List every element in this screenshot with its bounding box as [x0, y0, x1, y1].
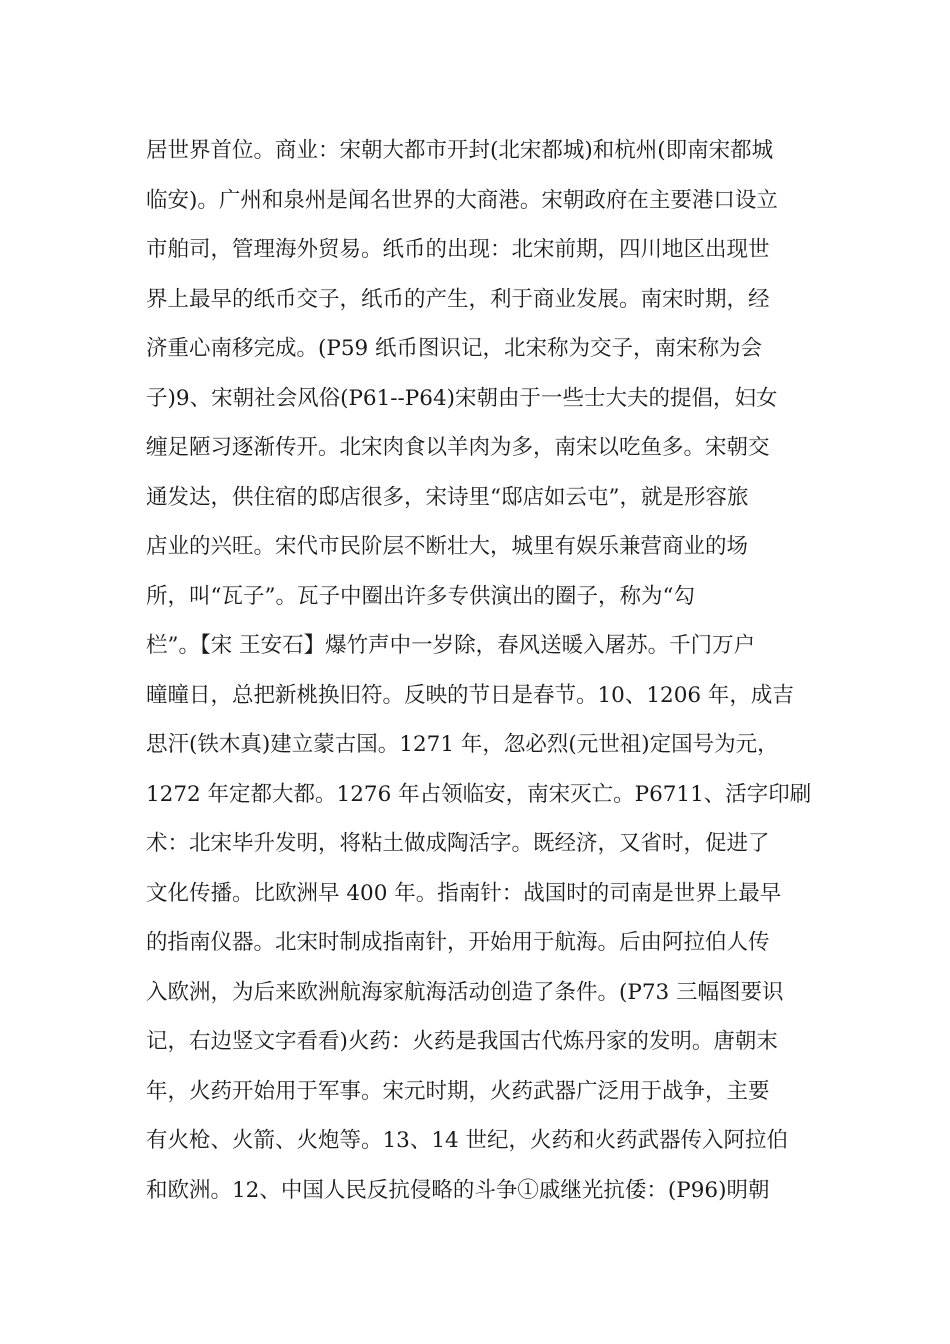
- body-text: [146, 131, 810, 1220]
- text-line: 记，右边竖文字看看)火药：火药是我国古代炼丹家的发明。唐朝末: [146, 1029, 778, 1054]
- text-line: 界上最早的纸币交子，纸币的产生，利于商业发展。南宋时期，经: [146, 286, 770, 312]
- text-line: 思汗(铁木真)建立蒙古国。1271 年，忽必烈(元世祖)定国号为元，: [146, 732, 779, 757]
- text-line: 子)9、宋朝社会风俗(P61--P64)宋朝由于一些士大夫的提倡，妇女: [146, 385, 778, 411]
- text-line: 缠足陋习逐渐传开。北宋肉食以羊肉为多，南宋以吃鱼多。宋朝交: [146, 435, 770, 460]
- text-line: 文化传播。比欧洲早 400 年。指南针：战国时的司南是世界上最早: [146, 880, 782, 906]
- text-line: 入欧洲，为后来欧洲航海家航海活动创造了条件。(P73 三幅图要识: [146, 979, 784, 1005]
- text-line: 所，叫“瓦子”。瓦子中圈出许多专供演出的圈子，称为“勾: [146, 583, 695, 609]
- text-line: 临安)。广州和泉州是闻名世界的大商港。宋朝政府在主要港口设立: [146, 187, 778, 213]
- text-line: 年，火药开始用于军事。宋元时期，火药武器广泛用于战争，主要: [146, 1078, 770, 1104]
- text-line: 1272 年定都大都。1276 年占领临安，南宋灭亡。P6711、活字印刷: [146, 781, 812, 807]
- text-line: 术：北宋毕升发明，将粘土做成陶活字。既经济，又省时，促进了: [146, 831, 770, 856]
- text-line: 市舶司，管理海外贸易。纸币的出现：北宋前期，四川地区出现世: [146, 237, 770, 262]
- text-line: 的指南仪器。北宋时制成指南针，开始用于航海。后由阿拉伯人传: [146, 930, 770, 955]
- text-line: 店业的兴旺。宋代市民阶层不断壮大，城里有娱乐兼营商业的场: [146, 534, 749, 559]
- text-line: 栏”。【宋 王安石】爆竹声中一岁除，春风送暖入屠苏。千门万户: [146, 633, 756, 658]
- text-line: 曈曈日，总把新桃换旧符。反映的节日是春节。10、1206 年，成吉: [146, 682, 794, 708]
- text-line: 有火枪、火箭、火炮等。13、14 世纪，火药和火药武器传入阿拉伯: [146, 1128, 789, 1153]
- text-line: 居世界首位。商业：宋朝大都市开封(北宋都城)和杭州(即南宋都城: [146, 138, 774, 163]
- text-line: 通发达，供住宿的邸店很多，宋诗里“邸店如云屯”，就是形容旅: [146, 484, 749, 510]
- text-line: 济重心南移完成。(P59 纸币图识记，北宋称为交子，南宋称为会: [146, 336, 763, 361]
- text-line: 和欧洲。12、中国人民反抗侵略的斗争①戚继光抗倭：(P96)明朝: [146, 1177, 770, 1203]
